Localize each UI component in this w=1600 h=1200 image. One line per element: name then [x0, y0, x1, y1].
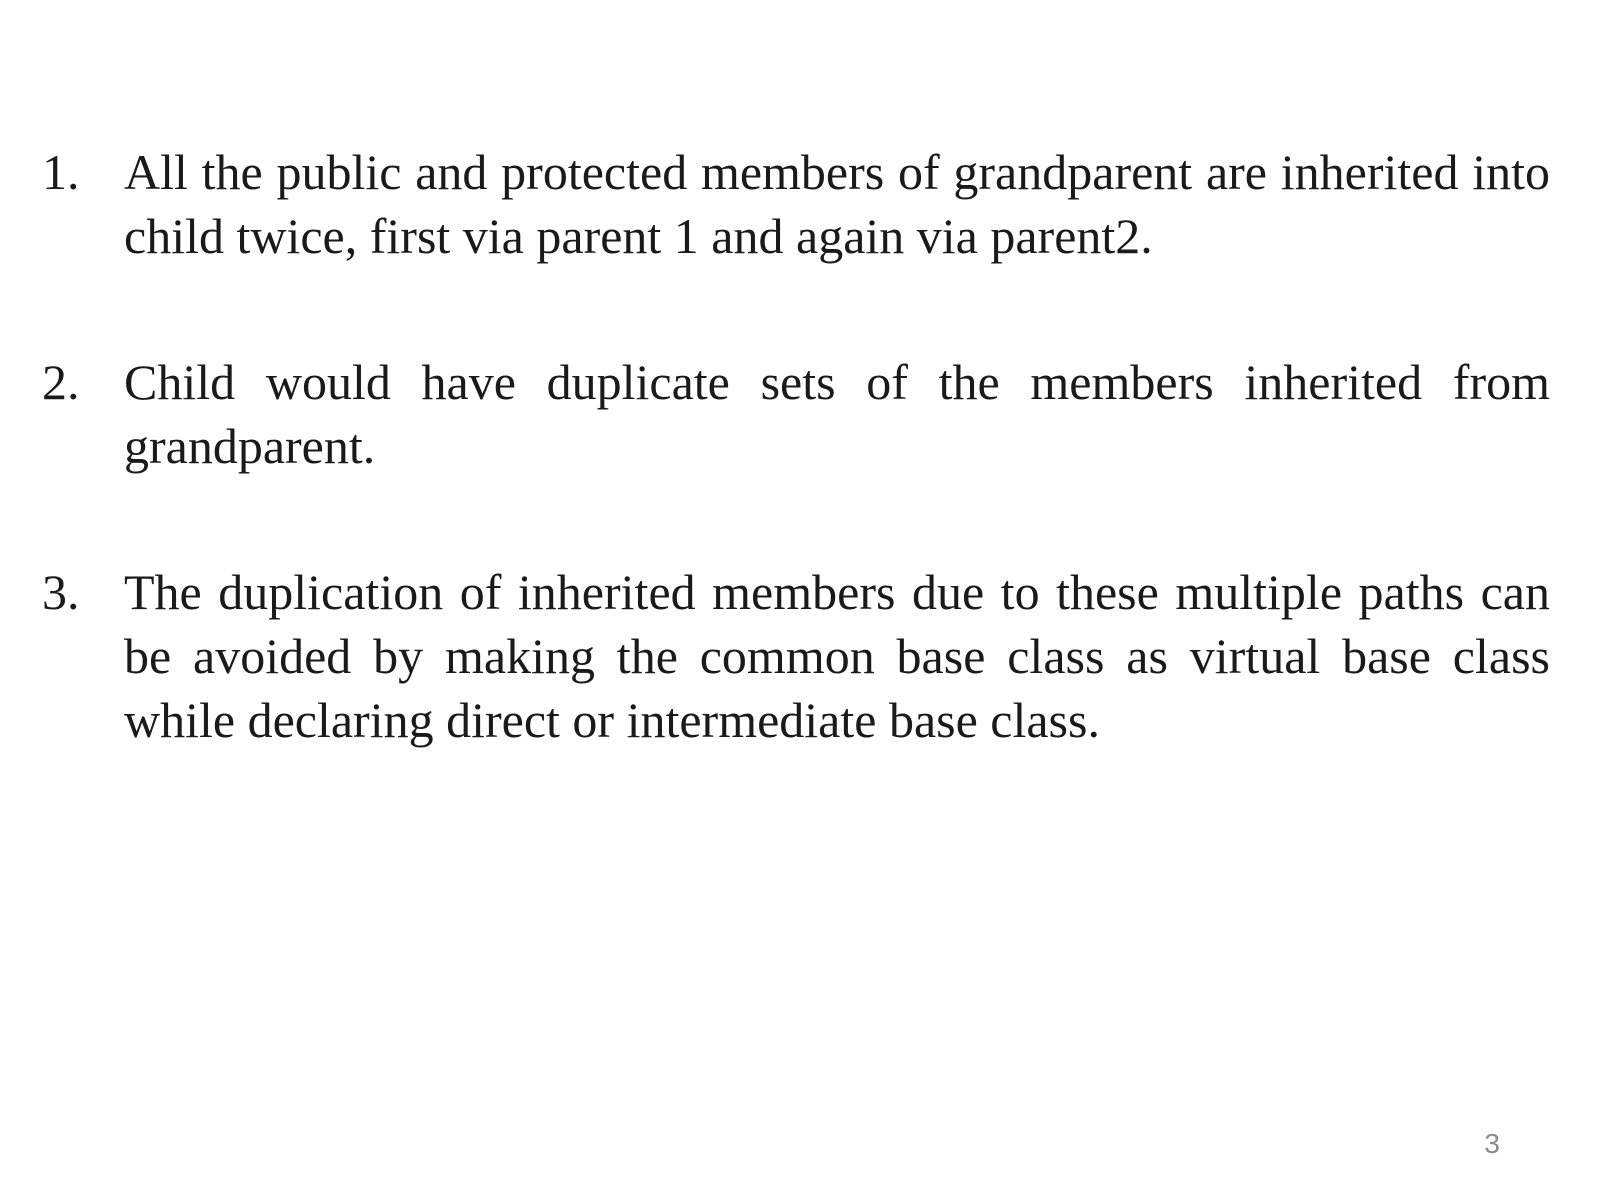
list-item — [42, 560, 1550, 752]
list-item — [42, 350, 1550, 478]
list-item-text: The duplication of inherited members due to these multiple paths can be avoided by making the common base class as virtual base class while declaring direct or intermediate base class. — [124, 564, 1550, 748]
numbered-list — [42, 140, 1550, 834]
page-number: 3 — [1484, 1128, 1500, 1159]
list-item-number: 1. — [42, 144, 80, 200]
list-item-text: All the public and protected members of grandparent are inherited into child twice, first via parent 1 and again via parent2. — [124, 144, 1550, 264]
list-item-number: 3. — [42, 564, 80, 620]
list-item — [42, 140, 1550, 268]
list-item-text: Child would have duplicate sets of the members inherited from grandparent. — [124, 354, 1550, 474]
list-item-number: 2. — [42, 354, 80, 410]
